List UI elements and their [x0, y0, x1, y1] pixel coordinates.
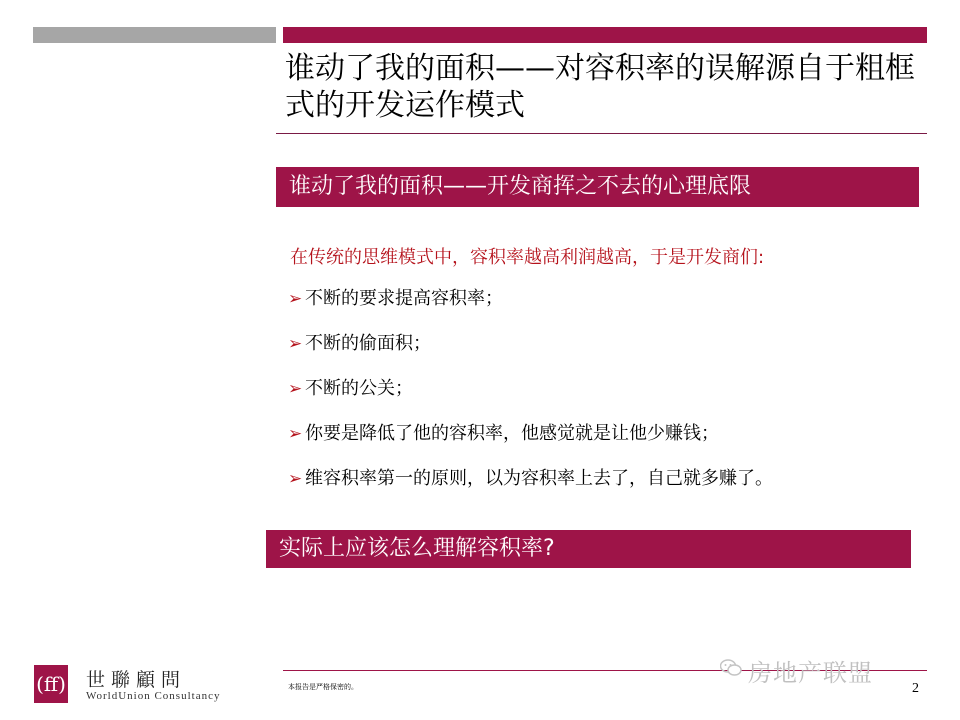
page-number: 2 — [912, 681, 919, 696]
slide-title: 谁动了我的面积——对容积率的误解源自于粗框式的开发运作模式 — [285, 51, 915, 123]
bullet-text: 维容积率第一的原则，以为容积率上去了，自己就多赚了。 — [305, 468, 773, 489]
header-accent-bar — [283, 27, 927, 43]
arrow-bullet-icon: ➢ — [288, 289, 303, 309]
arrow-bullet-icon: ➢ — [288, 334, 303, 354]
section-heading-2: 实际上应该怎么理解容积率? — [266, 530, 911, 568]
list-item — [288, 467, 773, 512]
bullet-text: 不断的要求提高容积率； — [305, 288, 503, 309]
arrow-bullet-icon: ➢ — [288, 469, 303, 489]
confidential-note: 本报告是严格保密的。 — [288, 683, 358, 691]
list-item — [288, 377, 773, 422]
list-item — [288, 422, 773, 467]
logo-mark: (ff) — [36, 672, 66, 696]
watermark-text: 房地产联盟 — [748, 659, 873, 687]
header-gray-bar — [33, 27, 276, 43]
brand-name-en: WorldUnion Consultancy — [86, 690, 221, 702]
list-item — [288, 332, 773, 377]
bullet-list — [288, 287, 773, 512]
bullet-text: 不断的公关； — [305, 378, 413, 399]
list-item — [288, 287, 773, 332]
intro-text: 在传统的思维模式中，容积率越高利润越高，于是开发商们: — [290, 247, 765, 268]
wechat-icon — [720, 659, 742, 682]
brand-name-cn: 世聯顧問 — [86, 669, 187, 691]
bullet-text: 不断的偷面积； — [305, 333, 431, 354]
watermark — [720, 653, 873, 688]
arrow-bullet-icon: ➢ — [288, 424, 303, 444]
bullet-text: 你要是降低了他的容积率，他感觉就是让他少赚钱； — [305, 423, 719, 444]
section-heading-1: 谁动了我的面积——开发商挥之不去的心理底限 — [276, 167, 919, 207]
company-logo — [34, 665, 68, 703]
arrow-bullet-icon: ➢ — [288, 379, 303, 399]
title-divider — [276, 133, 927, 134]
